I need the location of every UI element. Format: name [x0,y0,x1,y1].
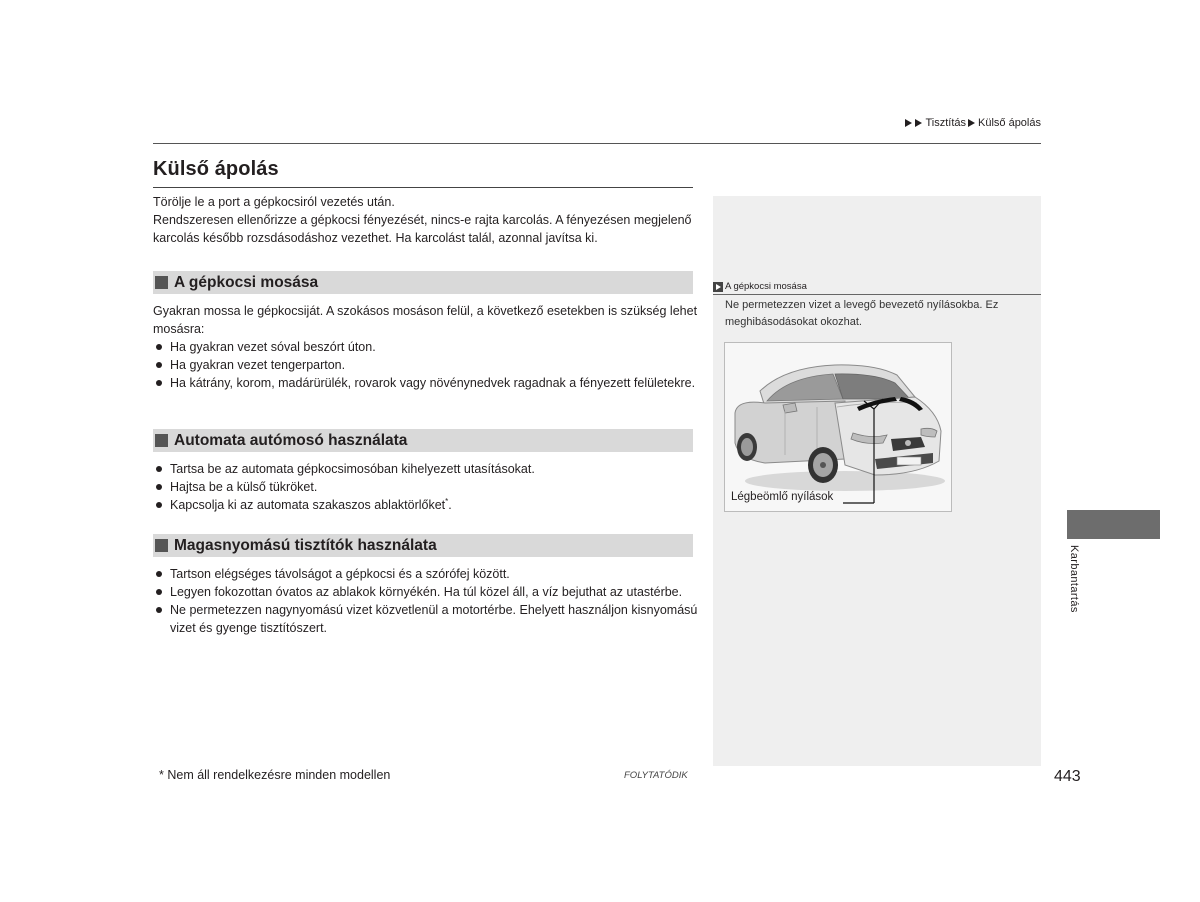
list-item: Ne permetezzen nagynyomású vizet közvetlenül a motortérbe. Ehelyett használjon kisnyomású vizet és gyenge tisztítószert. [153,601,698,637]
section-body-washing [153,302,698,392]
sidebar-note-heading [713,279,1041,295]
chapter-tab-label: Karbantartás [1068,545,1080,613]
figure-callout-label: Légbeömlő nyílások [731,491,834,503]
list-item: Legyen fokozottan óvatos az ablakok környékén. Ha túl közel áll, a víz bejuthat az utastérbe. [153,583,698,601]
breadcrumb [905,117,1041,129]
section-heading-washing [153,271,693,294]
list-item: Tartsa be az automata gépkocsimosóban kihelyezett utasításokat. [153,460,698,478]
sidebar-note-title: A gépkocsi mosása [725,281,807,292]
breadcrumb-arrow-icon [915,119,922,127]
list-item: Kapcsolja ki az automata szakaszos ablaktörlőket*. [153,496,698,514]
section-title: Magasnyomású tisztítók használata [174,536,437,554]
page-number: 443 [1054,768,1081,785]
car-air-intake-figure [724,342,952,512]
section-square-icon [155,539,168,552]
section-lead: Gyakran mossa le gépkocsiját. A szokásos mosáson felül, a következő esetekben is szükség lehet mosásra: [153,304,698,336]
bullet-list [153,338,698,392]
list-item-text: Kapcsolja ki az automata szakaszos ablaktörlőket [170,498,446,512]
section-body-car-wash [153,460,698,514]
car-illustration [725,343,951,511]
title-rule [153,187,693,188]
breadcrumb-part2: Külső ápolás [978,117,1041,129]
section-heading-car-wash [153,429,693,452]
bullet-list [153,460,698,514]
list-item: Ha gyakran vezet tengerparton. [153,356,698,374]
list-item: Tartson elégséges távolságot a gépkocsi és a szórófej között. [153,565,698,583]
page-title: Külső ápolás [153,158,279,180]
section-square-icon [155,276,168,289]
bullet-list [153,565,698,637]
intro-text [153,193,698,247]
list-item: Hajtsa be a külső tükröket. [153,478,698,496]
section-body-pressure-washer [153,565,698,637]
section-heading-pressure-washer [153,534,693,557]
intro-line: Rendszeresen ellenőrizze a gépkocsi fényezését, nincs-e rajta karcolás. A fényezésen megjelenő karcolás később rozsdásodáshoz vezethet. Ha karcolást talál, azonnal javítsa ki. [153,213,692,245]
header-rule [153,143,1041,144]
intro-line: Törölje le a port a gépkocsiról vezetés után. [153,195,395,209]
section-square-icon [155,434,168,447]
footnote: * Nem áll rendelkezésre minden modellen [159,768,391,782]
breadcrumb-part1: Tisztítás [925,117,966,129]
list-item: Ha gyakran vezet sóval beszórt úton. [153,338,698,356]
note-arrow-icon [713,282,723,292]
list-item: Ha kátrány, korom, madárürülék, rovarok vagy növénynedvek ragadnak a fényezett felületekre. [153,374,698,392]
chapter-tab [1067,510,1160,539]
continued-label: FOLYTATÓDIK [624,770,688,781]
section-title: A gépkocsi mosása [174,273,319,291]
sidebar-note-text: Ne permetezzen vizet a levegő bevezető nyílásokba. Ez meghibásodásokat okozhat. [725,299,999,328]
breadcrumb-arrow-icon [905,119,912,127]
section-title: Automata autómosó használata [174,431,408,449]
footnote-asterisk: * [445,496,449,506]
breadcrumb-arrow-icon [968,119,975,127]
